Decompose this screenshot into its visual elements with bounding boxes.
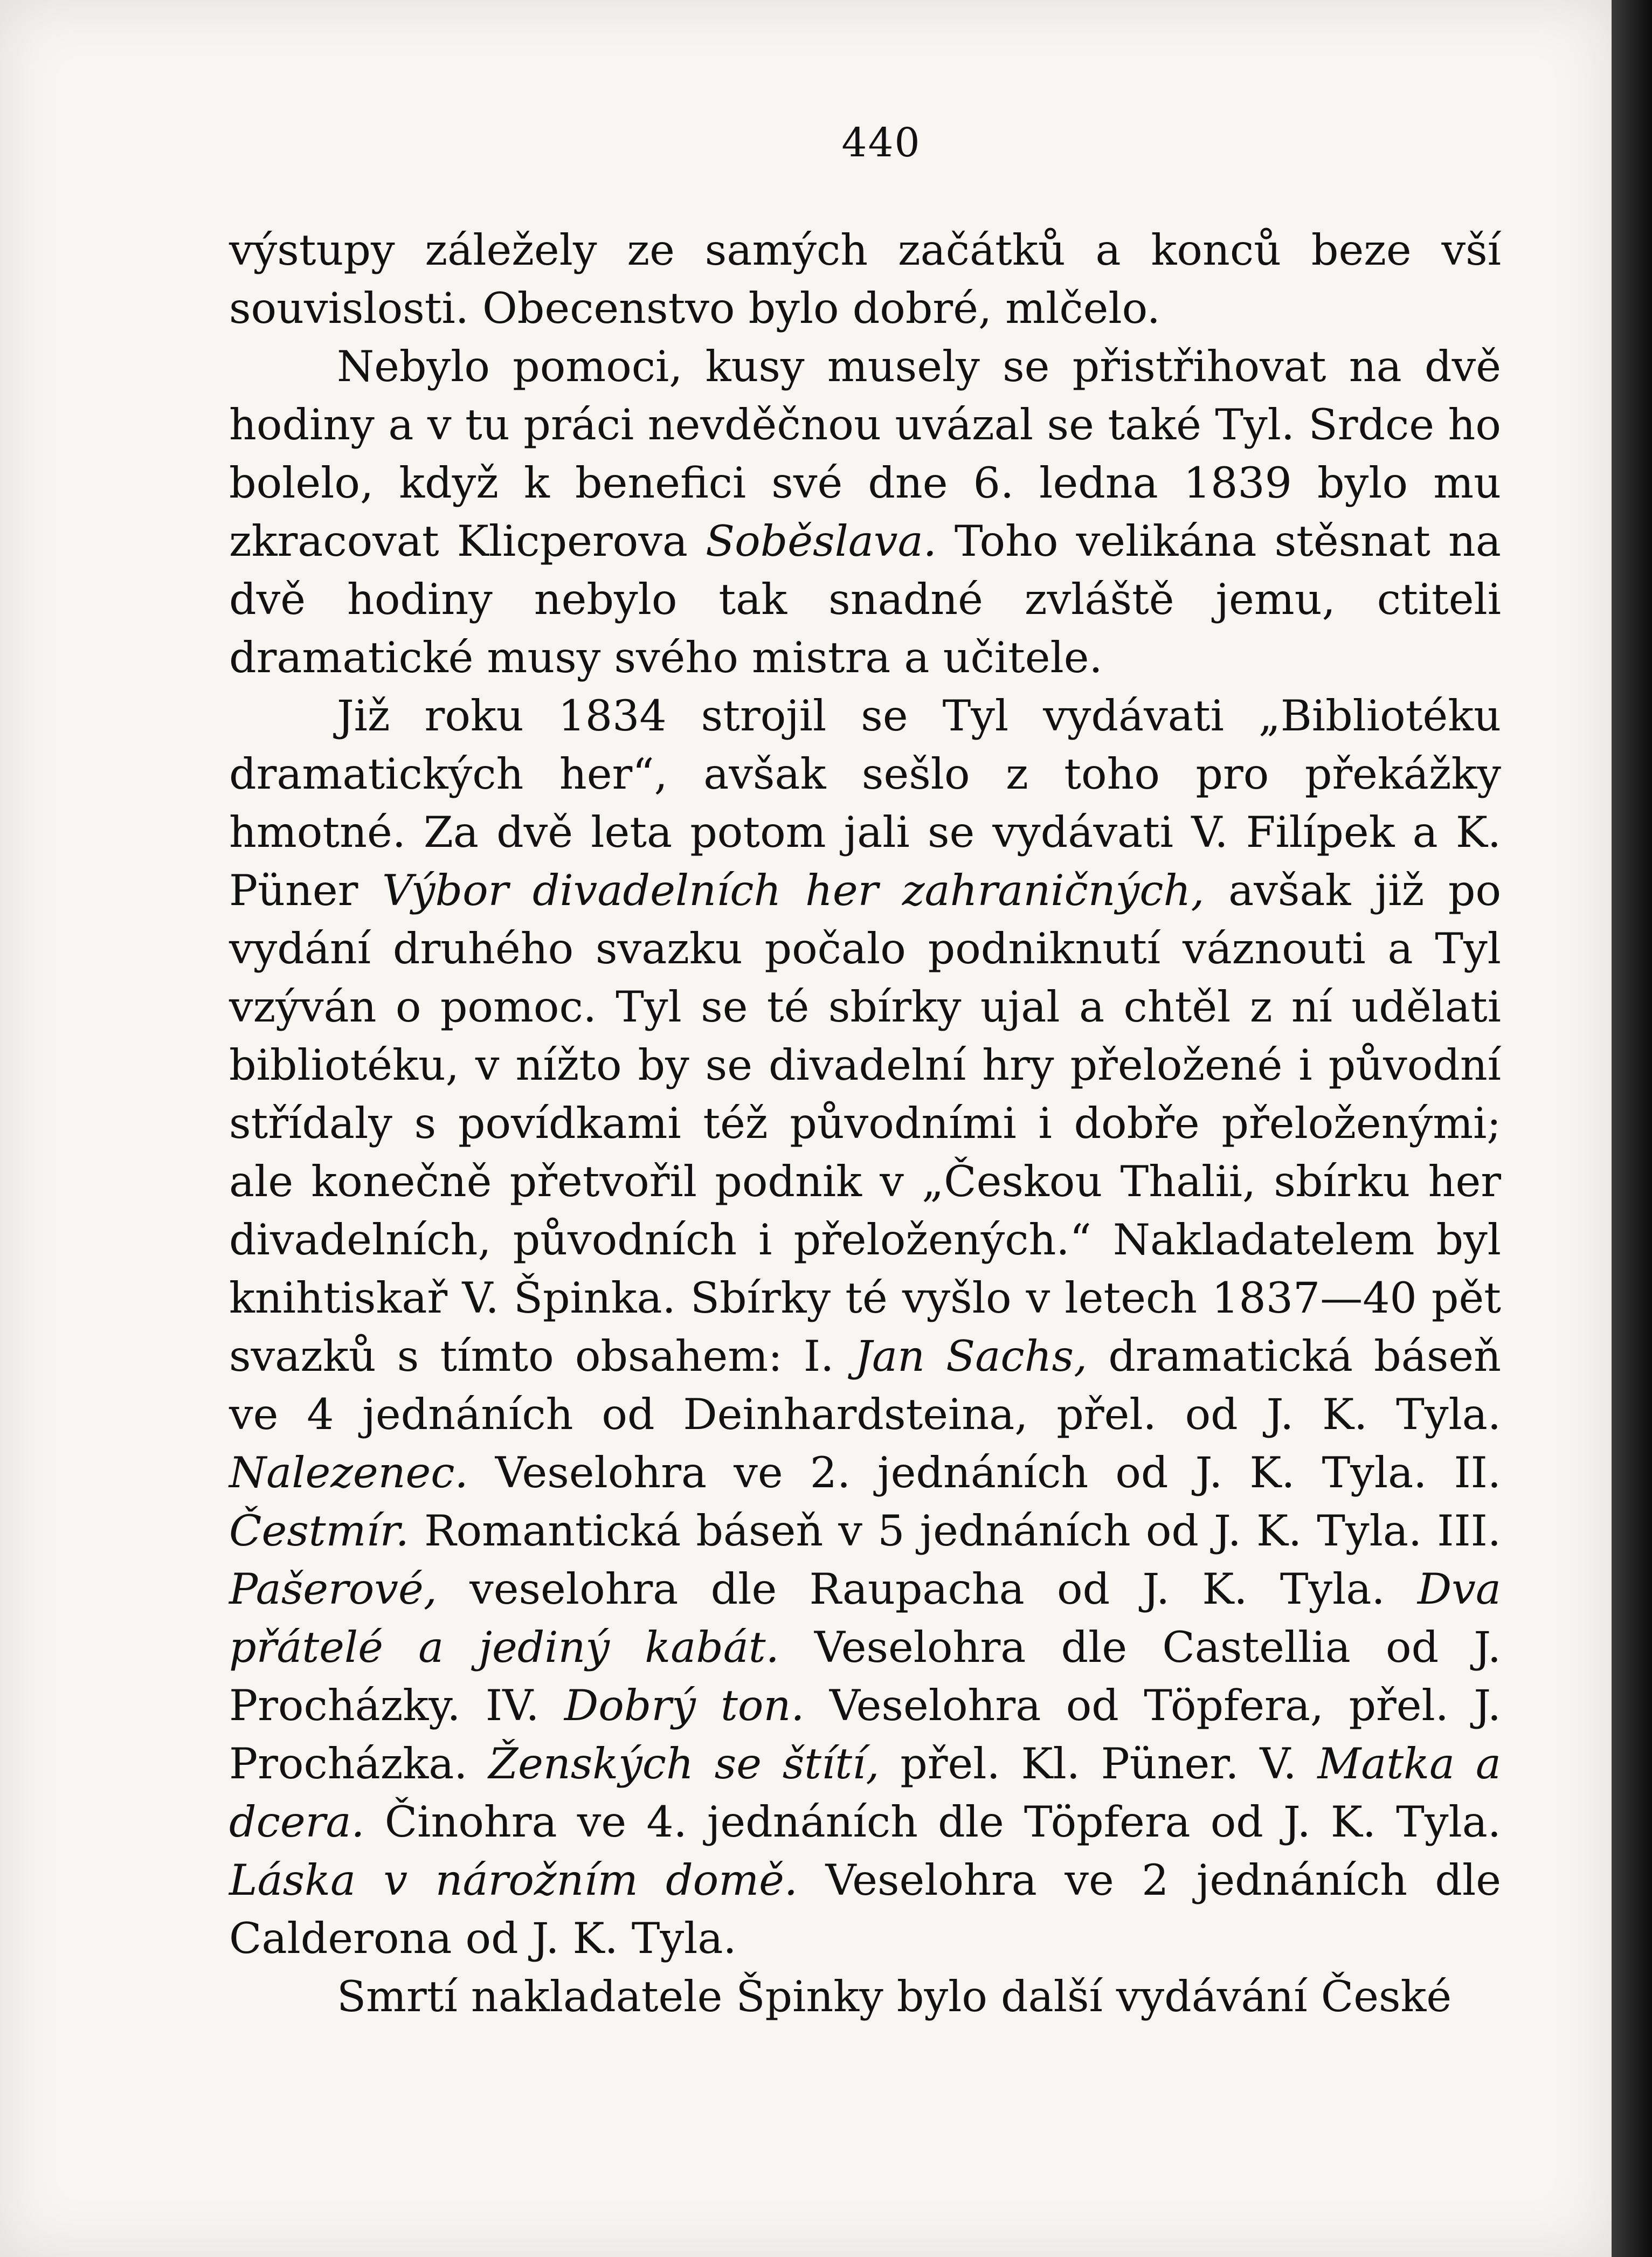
text-run: Toho velikána stěsnat na dvě hodiny nebylo tak snadné zvláště jemu, ctiteli dramatické musy svého mistra a učitele. xyxy=(229,516,1501,682)
paragraph xyxy=(229,337,1501,687)
italic-title: Ženských se štítí, xyxy=(488,1739,880,1789)
text-run: avšak již po vydání druhého svazku počalo podniknutí váznouti a Tyl vzýván o pomoc. Tyl se té sbírky ujal a chtěl z ní udělati bibliotéku, v nížto by se divadelní hry přeložené i původní střídaly s povídkami též původními i dobře přeloženými; ale konečně přetvořil podnik v „Českou Thalii, sbírku her divadelních, původních i přeložených.“ Nakladatelem byl knihtiskař V. Špinka. Sbírky té vyšlo v letech 1837—40 pět svazků s tímto obsahem: I. xyxy=(229,866,1502,1381)
text-run: Veselohra od Töpfera, přel. J. Procházka. xyxy=(229,1681,1501,1789)
paragraph xyxy=(229,1968,1501,2026)
italic-title: Pašerové, xyxy=(229,1564,437,1614)
text-run: Veselohra ve 2. jednáních od J. K. Tyla. II. xyxy=(468,1448,1501,1497)
text-run: Smrtí nakladatele Špinky bylo další vydávání České xyxy=(337,1972,1452,2021)
text-run: výstupy záležely ze samých začátků a konců beze vší souvislosti. Obecenstvo bylo dobré, mlčelo. xyxy=(229,225,1501,333)
binding-edge xyxy=(1612,0,1652,2257)
text-run: Veselohra ve 2 jednáních dle Calderona od J. K. Tyla. xyxy=(229,1855,1501,1963)
italic-title: Soběslava. xyxy=(706,516,937,566)
paragraph xyxy=(229,687,1501,1968)
italic-title: Matka a dcera. xyxy=(229,1739,1502,1847)
text-run: dramatická báseň ve 4 jednáních od Deinhardsteina, přel. od J. K. Tyla. xyxy=(229,1331,1501,1439)
text-run: Již roku 1834 strojil se Tyl vydávati „Bibliotéku dramatických her“, avšak sešlo z toho pro překážky hmotné. Za dvě leta potom jali se vydávati V. Filípek a K. Püner xyxy=(229,691,1501,915)
body-text xyxy=(229,221,1501,2026)
italic-title: Dva přátelé a jediný kabát. xyxy=(229,1564,1501,1672)
paragraph xyxy=(229,221,1501,337)
text-run: Romantická báseň v 5 jednáních od J. K. Tyla. III. xyxy=(409,1506,1501,1556)
text-run: Veselohra dle Castellia od J. Procházky. IV. xyxy=(229,1623,1501,1730)
italic-title: Výbor divadelních her zahraničných, xyxy=(382,866,1205,915)
italic-title: Čestmír. xyxy=(229,1506,409,1556)
italic-title: Nalezenec. xyxy=(229,1448,468,1497)
text-run: Činohra ve 4. jednáních dle Töpfera od J. K. Tyla. xyxy=(364,1797,1501,1847)
text-run: přel. Kl. Püner. V. xyxy=(879,1739,1318,1789)
italic-title: Jan Sachs, xyxy=(855,1331,1088,1381)
italic-title: Láska v nárožním domě. xyxy=(229,1855,798,1905)
text-run: Nebylo pomoci, kusy musely se přistřihovat na dvě hodiny a v tu práci nevděčnou uvázal se také Tyl. Srdce ho bolelo, když k benefici své dne 6. ledna 1839 bylo mu zkracovat Klicperova xyxy=(229,342,1501,566)
italic-title: Dobrý ton. xyxy=(564,1681,805,1730)
text-run: veselohra dle Raupacha od J. K. Tyla. xyxy=(437,1564,1418,1614)
page-number: 440 xyxy=(841,120,921,166)
